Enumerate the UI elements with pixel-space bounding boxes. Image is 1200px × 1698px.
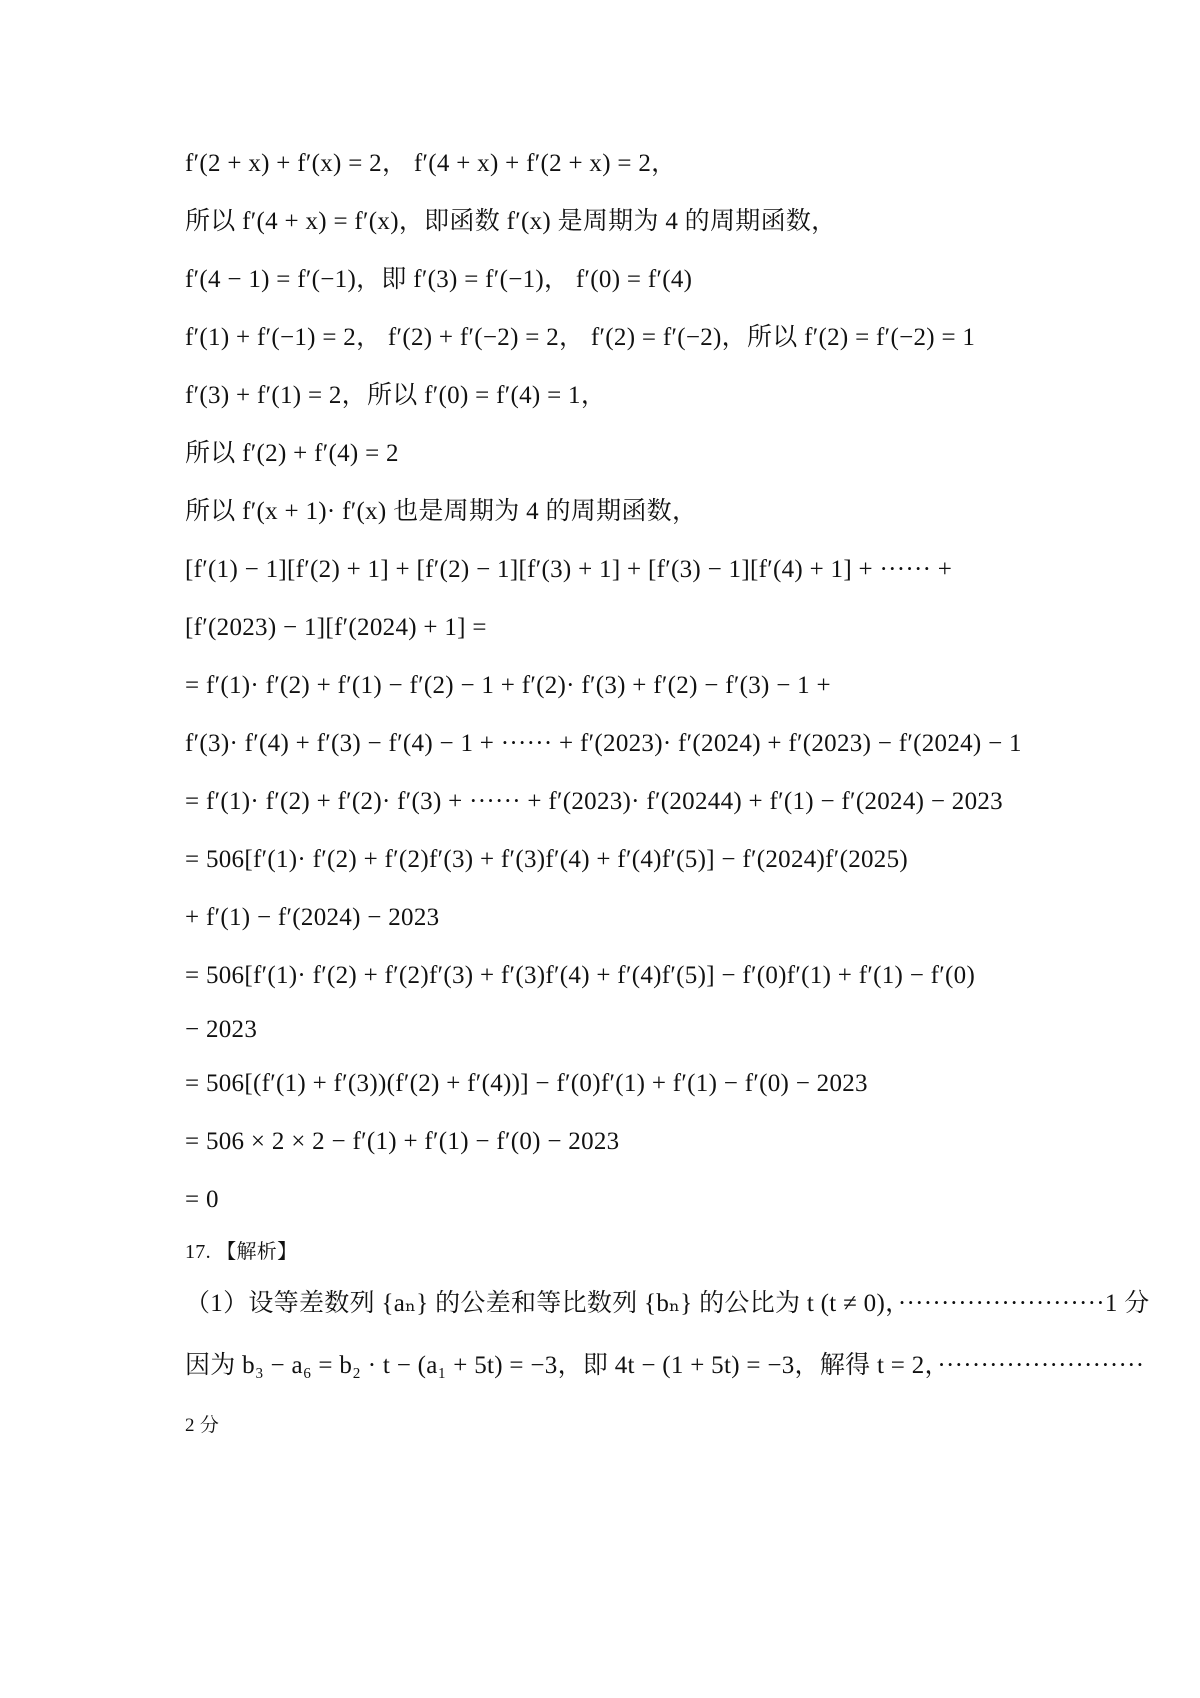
equation-line-10: = f′(1)· f′(2) + f′(1) − f′(2) − 1 + f′(2)· f′(3) + f′(2) − f′(3) − 1 + — [185, 672, 831, 699]
text-line-7: 所以 f′(x + 1)· f′(x) 也是周期为 4 的周期函数， — [185, 498, 698, 525]
equation-line-11: f′(3)· f′(4) + f′(3) − f′(4) − 1 + ······ + f′(2023)· f′(2024) + f′(2023) − f′(2024) − 1 — [185, 730, 1022, 757]
equation-line-15: = 506[f′(1)· f′(2) + f′(2)f′(3) + f′(3)f′(4) + f′(4)f′(5)] − f′(0)f′(1) + f′(1) − f′(0) — [185, 962, 976, 989]
solution-line-1: （1）设等差数列 {aₙ} 的公差和等比数列 {bₙ} 的公比为 t (t ≠ 0)，························1 分 — [185, 1290, 1150, 1317]
solution-line-3: 2 分 — [185, 1415, 220, 1436]
equation-line-12: = f′(1)· f′(2) + f′(2)· f′(3) + ······ + f′(2023)· f′(20244) + f′(1) − f′(2024) − 2023 — [185, 788, 1003, 815]
equation-line-4: f′(1) + f′(−1) = 2， f′(2) + f′(−2) = 2， f′(2) = f′(−2)，所以 f′(2) = f′(−2) = 1 — [185, 324, 976, 351]
equation-line-18: = 506 × 2 × 2 − f′(1) + f′(1) − f′(0) − 2023 — [185, 1128, 620, 1155]
equation-line-13: = 506[f′(1)· f′(2) + f′(2)f′(3) + f′(3)f′(4) + f′(4)f′(5)] − f′(2024)f′(2025) — [185, 846, 909, 873]
equation-line-3: f′(4 − 1) = f′(−1)，即 f′(3) = f′(−1)， f′(0) = f′(4) — [185, 266, 693, 293]
solution-line-2: 因为 b₃ − a₆ = b₂ · t − (a₁ + 5t) = −3，即 4t − (1 + 5t) = −3，解得 t = 2，························ — [185, 1352, 1145, 1379]
equation-line-17: = 506[(f′(1) + f′(3))(f′(2) + f′(4))] − f′(0)f′(1) + f′(1) − f′(0) − 2023 — [185, 1070, 868, 1097]
equation-line-14: + f′(1) − f′(2024) − 2023 — [185, 904, 440, 931]
equation-line-16: − 2023 — [185, 1016, 258, 1043]
section-heading: 17. 【解析】 — [185, 1241, 298, 1263]
text-line-2: 所以 f′(4 + x) = f′(x)，即函数 f′(x) 是周期为 4 的周期函数， — [185, 208, 837, 235]
equation-line-9: [f′(2023) − 1][f′(2024) + 1] = — [185, 614, 487, 641]
equation-line-19: = 0 — [185, 1186, 219, 1213]
equation-line-1: f′(2 + x) + f′(x) = 2， f′(4 + x) + f′(2 + x) = 2， — [185, 150, 677, 177]
text-line-6: 所以 f′(2) + f′(4) = 2 — [185, 440, 399, 467]
equation-line-8: [f′(1) − 1][f′(2) + 1] + [f′(2) − 1][f′(3) + 1] + [f′(3) − 1][f′(4) + 1] + ······ + — [185, 556, 953, 583]
equation-line-5: f′(3) + f′(1) = 2，所以 f′(0) = f′(4) = 1， — [185, 382, 607, 409]
